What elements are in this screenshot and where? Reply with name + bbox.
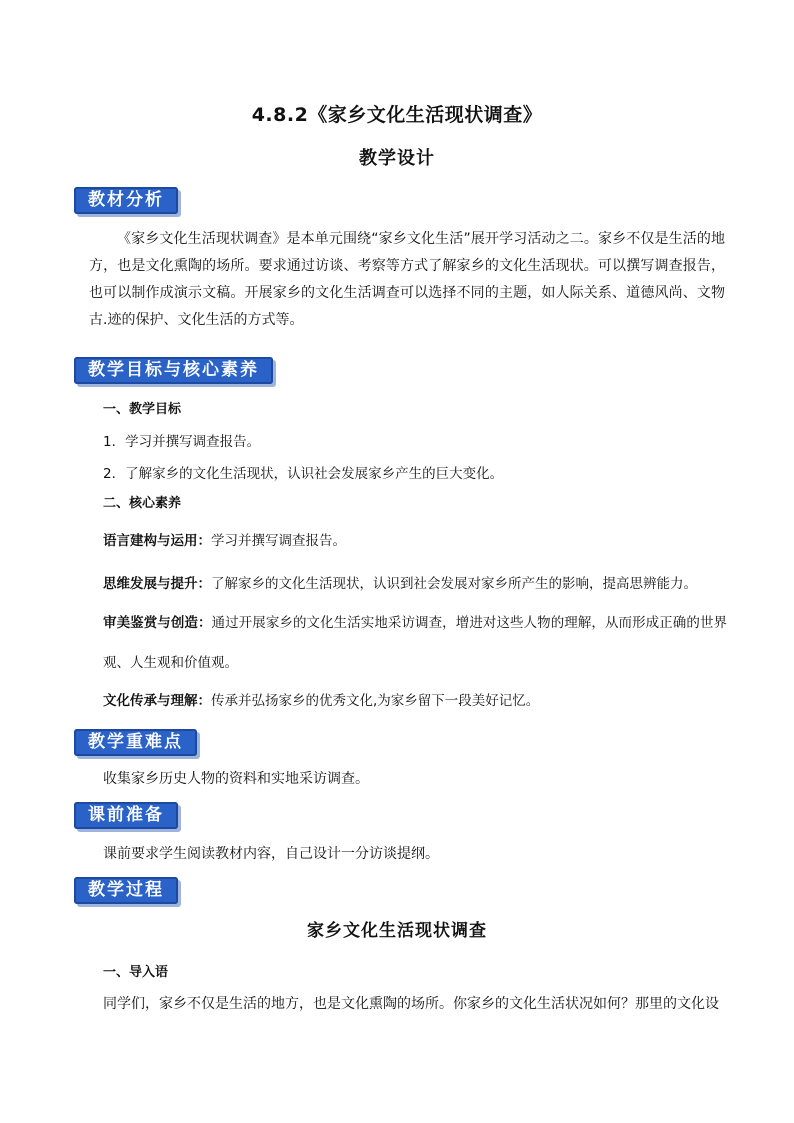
goal-item-1: 1．学习并撰写调查报告。 — [103, 434, 261, 450]
intro-text: 同学们，家乡不仅是生活的地方，也是文化熏陶的场所。你家乡的文化生活状况如何？那里的文化设 — [103, 996, 719, 1012]
goal-item-2: 2．了解家乡的文化生活现状，认识社会发展家乡产生的巨大变化。 — [103, 466, 504, 482]
process-heading: 家乡文化生活现状调查 — [307, 921, 487, 941]
core-item-1-text: 学习并撰写调查报告。 — [211, 533, 346, 549]
intro-heading: 一、导入语 — [103, 965, 169, 980]
core-item-3-text: 通过开展家乡的文化生活实地采访调查，增进对这些人物的理解，从而形成正确的世界观、人生观和价值观。 — [103, 615, 728, 671]
core-item-2 — [103, 572, 697, 592]
core-item-1-label: 语言建构与运用： — [103, 533, 211, 549]
preparation-text: 课前要求学生阅读教材内容，自己设计一分访谈提纲。 — [103, 846, 439, 862]
core-item-4-text: 传承并弘扬家乡的优秀文化,为家乡留下一段美好记忆。 — [211, 693, 540, 709]
badge-preparation: 课前准备 — [74, 802, 178, 829]
badge-process: 教学过程 — [74, 877, 178, 904]
document-subtitle: 教学设计 — [359, 148, 435, 169]
core-item-4 — [103, 689, 539, 709]
core-item-4-label: 文化传承与理解： — [103, 693, 211, 709]
document-title: 4.8.2《家乡文化生活现状调查》 — [251, 104, 543, 126]
core-heading: 二、核心素养 — [103, 496, 182, 511]
badge-material-analysis: 教材分析 — [74, 187, 178, 214]
material-analysis-paragraph: 《家乡文化生活现状调查》是本单元围绕“家乡文化生活”展开学习活动之二。家乡不仅是生活的地方，也是文化熏陶的场所。要求通过访谈、考察等方式了解家乡的文化生活现状。可以撰写调查报告，也可以制作成演示文稿。开展家乡的文化生活调查可以选择不同的主题，如人际关系、道德风尚、文物古.迹的保护、文化生活的方式等。 — [89, 231, 725, 328]
core-item-2-text: 了解家乡的文化生活现状，认识到社会发展对家乡所产生的影响，提高思辨能力。 — [211, 576, 697, 592]
core-item-3 — [103, 603, 727, 683]
badge-goals: 教学目标与核心素养 — [74, 357, 273, 384]
badge-key-points: 教学重难点 — [74, 729, 197, 756]
core-item-2-label: 思维发展与提升： — [103, 576, 211, 592]
core-item-1 — [103, 529, 346, 549]
goal-heading: 一、教学目标 — [103, 402, 182, 417]
core-item-3-label: 审美鉴赏与创造： — [103, 615, 212, 631]
key-points-text: 收集家乡历史人物的资料和实地采访调查。 — [103, 771, 369, 787]
